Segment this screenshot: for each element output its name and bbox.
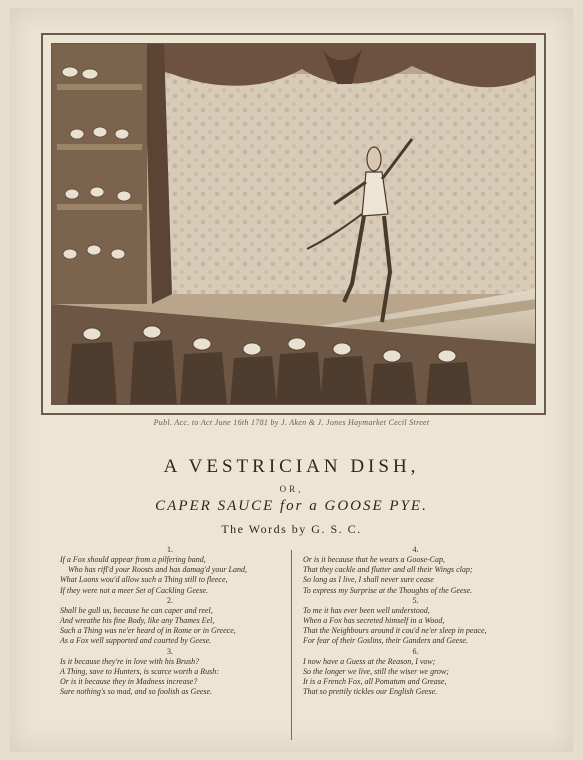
verse-line: For fear of their Goslins, their Ganders and Geese. — [303, 636, 468, 646]
stanza-number: 5. — [412, 595, 419, 605]
verse-line: That the Neighbours around it cou'd ne'er sleep in peace, — [303, 626, 487, 636]
stanza-number: 2. — [167, 595, 173, 605]
author-credit: The Words by G. S. C. — [221, 522, 362, 536]
verse-line: Who has rifl'd your Roosts and has damag'd your Land, — [68, 565, 247, 575]
verse-line: To express my Surprise at the Thoughts of the Geese. — [303, 585, 473, 595]
engraving-illustration — [52, 44, 536, 405]
stanza-number: 3. — [167, 646, 173, 656]
verse-line: As a Fox well supported and courted by Geese. — [60, 636, 212, 646]
stanza-number: 6. — [412, 646, 419, 656]
verse-line: So the longer we live, still the wiser we grow; — [303, 666, 449, 676]
verse-line: So long as I live, I shall never sure cease — [303, 575, 434, 585]
stanza-6 — [303, 647, 528, 698]
verse-line: Or is it because they in Madness increase? — [60, 677, 198, 687]
stanza-number: 4. — [412, 545, 419, 554]
verse-line: I now have a Guess at the Reason, I vow; — [303, 656, 436, 666]
verse-column-right — [303, 545, 528, 697]
print-title: A VESTRICIAN DISH, — [163, 456, 420, 477]
stanza-number: 1. — [167, 545, 173, 554]
verse-line: To me it has ever been well understood, — [303, 605, 430, 615]
verse-line: If a Fox should appear from a pilfering band, — [60, 555, 206, 564]
verse-line: Sure nothing's so mad, and so foolish as Geese. — [60, 687, 213, 697]
column-divider — [291, 550, 292, 740]
print-subtitle: CAPER SAUCE for a GOOSE PYE. — [155, 498, 428, 514]
publication-imprint: Publ. Acc. to Act June 16th 1781 by J. Aken & J. Jones Haymarket Cecil Street — [153, 418, 430, 427]
wallpaper-backdrop — [162, 74, 536, 294]
title-conjunction: OR, — [279, 484, 304, 494]
verse-line: If they were not a meer Set of Cackling Geese. — [60, 585, 209, 595]
stanza-4 — [303, 545, 528, 596]
verse-line: What Loons wou'd allow such a Thing still to fleece, — [60, 575, 228, 585]
verse-line: A Thing, save to Hunters, is scarce worth a Rush: — [60, 666, 219, 676]
theatre-boxes — [52, 44, 147, 304]
engraving-plate — [51, 43, 536, 405]
stanza-1 — [60, 545, 280, 596]
verse-column-left — [60, 545, 280, 697]
verse-line: Is it because they're in love with his Brush? — [60, 656, 200, 666]
verse-line: Shall be gull us, because he can caper and reel, — [60, 605, 213, 615]
verse-line: That they cackle and flutter and all their Wings clap; — [303, 565, 473, 575]
verse-line: And wreathe his fine Body, like any Thames Eel, — [60, 616, 215, 626]
verse-line: When a Fox has secreted himself in a Wood, — [303, 616, 445, 626]
verse-line: That so prettily tickles our English Geese. — [303, 687, 438, 697]
stanza-3 — [60, 647, 280, 698]
verse-line: Such a Thing was ne'er heard of in Rome or in Greece, — [60, 626, 236, 636]
stanza-5 — [303, 596, 528, 647]
stanza-2 — [60, 596, 280, 647]
verse-line: Or is it because that he wears a Goose-Cap, — [303, 555, 445, 564]
verse-line: It is a French Fox, all Pomatum and Grease, — [303, 677, 447, 687]
